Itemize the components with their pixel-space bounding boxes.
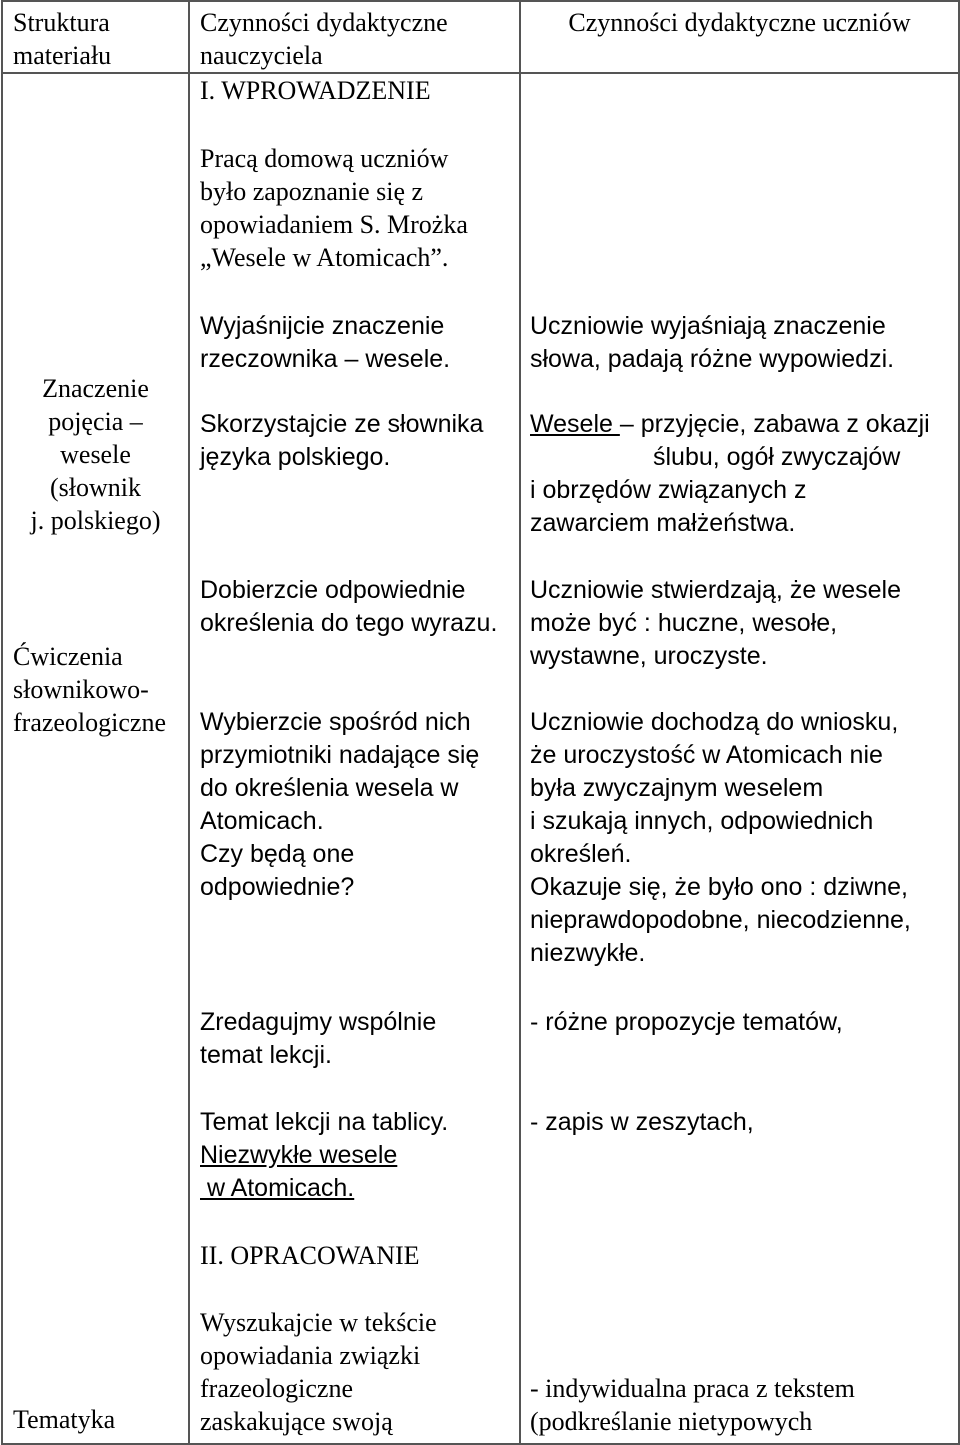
structure-column — [2, 73, 189, 1444]
structure-meaning-line-2: pojęcia – — [48, 407, 143, 436]
header-cell-teacher — [189, 1, 520, 73]
select-adjectives-line-2: przymiotniki nadające się — [200, 741, 480, 769]
structure-meaning-line-3: wesele — [60, 440, 131, 469]
students-state-line-1: Uczniowie stwierdzają, że wesele — [530, 576, 901, 604]
select-adjectives-line-4: Atomicach. — [200, 807, 324, 835]
students-explain-line-1: Uczniowie wyjaśniają znaczenie — [530, 312, 886, 340]
dictionary-line-2: języka polskiego. — [200, 443, 391, 471]
homework-line-4: „Wesele w Atomicach”. — [200, 243, 449, 272]
definition-line-4: zawarciem małżeństwa. — [530, 509, 796, 537]
find-phrases-line-4: zaskakujące swoją — [200, 1407, 393, 1436]
question-line-2: odpowiednie? — [200, 873, 355, 901]
header-structure-line-2: materiału — [13, 41, 112, 70]
topic-on-board: Temat lekcji na tablicy. — [200, 1108, 449, 1136]
students-conclude-line-1: Uczniowie dochodzą do wniosku, — [530, 708, 899, 736]
header-teacher-line-1: Czynności dydaktyczne — [200, 8, 448, 37]
compose-topic-line-2: temat lekcji. — [200, 1041, 332, 1069]
individual-work-line-2: (podkreślanie nietypowych — [530, 1407, 813, 1436]
find-phrases-line-3: frazeologiczne — [200, 1374, 354, 1403]
definition-term: Wesele — [530, 410, 620, 438]
question-line-1: Czy będą one — [200, 840, 355, 868]
select-adjectives-line-3: do określenia wesela w — [200, 774, 459, 802]
explain-line-1: Wyjaśnijcie znaczenie — [200, 312, 445, 340]
header-cell-structure — [2, 1, 189, 73]
lesson-plan-table — [1, 0, 960, 1445]
lesson-topic-line-2: w Atomicach. — [200, 1174, 355, 1202]
header-students: Czynności dydaktyczne uczniów — [568, 8, 911, 37]
find-phrases-line-2: opowiadania związki — [200, 1341, 421, 1370]
lesson-topic-line-1: Niezwykłe wesele — [200, 1141, 398, 1169]
students-column — [520, 73, 959, 1444]
structure-topic: Tematyka — [13, 1405, 116, 1434]
header-cell-students — [520, 1, 959, 73]
homework-line-2: było zapoznanie się z — [200, 177, 424, 206]
header-structure-line-1: Struktura — [13, 8, 110, 37]
turns-out-line-1: Okazuje się, że było ono : dziwne, — [530, 873, 908, 901]
structure-exercises-line-1: Ćwiczenia — [13, 642, 123, 671]
definition-line-1 — [530, 408, 930, 441]
topic-proposals: - różne propozycje tematów, — [530, 1008, 843, 1036]
individual-work-line-1: - indywidualna praca z tekstem — [530, 1374, 855, 1403]
students-conclude-line-3: była zwyczajnym weselem — [530, 774, 824, 802]
structure-exercises-line-2: słownikowo- — [13, 675, 149, 704]
select-adjectives-line-1: Wybierzcie spośród nich — [200, 708, 471, 736]
students-conclude-line-2: że uroczystość w Atomicach nie — [530, 741, 883, 769]
explain-line-2: rzeczownika – wesele. — [200, 345, 451, 373]
section-elaboration: II. OPRACOWANIE — [200, 1241, 420, 1270]
structure-meaning-line-5: j. polskiego) — [30, 506, 161, 535]
definition-line-3: i obrzędów związanych z — [530, 476, 807, 504]
definition-line-2: ślubu, ogół zwyczajów — [653, 443, 901, 471]
students-explain-line-2: słowa, padają różne wypowiedzi. — [530, 345, 895, 373]
definition-text-1: – przyjęcie, zabawa z okazji — [619, 410, 930, 438]
structure-meaning-line-1: Znaczenie — [42, 374, 149, 403]
homework-line-1: Pracą domową uczniów — [200, 144, 449, 173]
structure-exercises-line-3: frazeologiczne — [13, 708, 167, 737]
turns-out-line-3: niezwykłe. — [530, 939, 646, 967]
notebook-writing: - zapis w zeszytach, — [530, 1108, 754, 1136]
students-state-line-3: wystawne, uroczyste. — [530, 642, 768, 670]
students-conclude-line-4: i szukają innych, odpowiednich — [530, 807, 874, 835]
choose-words-line-2: określenia do tego wyrazu. — [200, 609, 498, 637]
header-teacher-line-2: nauczyciela — [200, 41, 323, 70]
homework-line-3: opowiadaniem S. Mrożka — [200, 210, 468, 239]
dictionary-line-1: Skorzystajcie ze słownika — [200, 410, 484, 438]
teacher-column — [189, 73, 520, 1444]
compose-topic-line-1: Zredagujmy wspólnie — [200, 1008, 437, 1036]
students-state-line-2: może być : huczne, wesołe, — [530, 609, 838, 637]
section-introduction: I. WPROWADZENIE — [200, 76, 431, 105]
students-conclude-line-5: określeń. — [530, 840, 632, 868]
choose-words-line-1: Dobierzcie odpowiednie — [200, 576, 466, 604]
structure-meaning-line-4: (słownik — [50, 473, 141, 502]
turns-out-line-2: nieprawdopodobne, niecodzienne, — [530, 906, 911, 934]
find-phrases-line-1: Wyszukajcie w tekście — [200, 1308, 437, 1337]
